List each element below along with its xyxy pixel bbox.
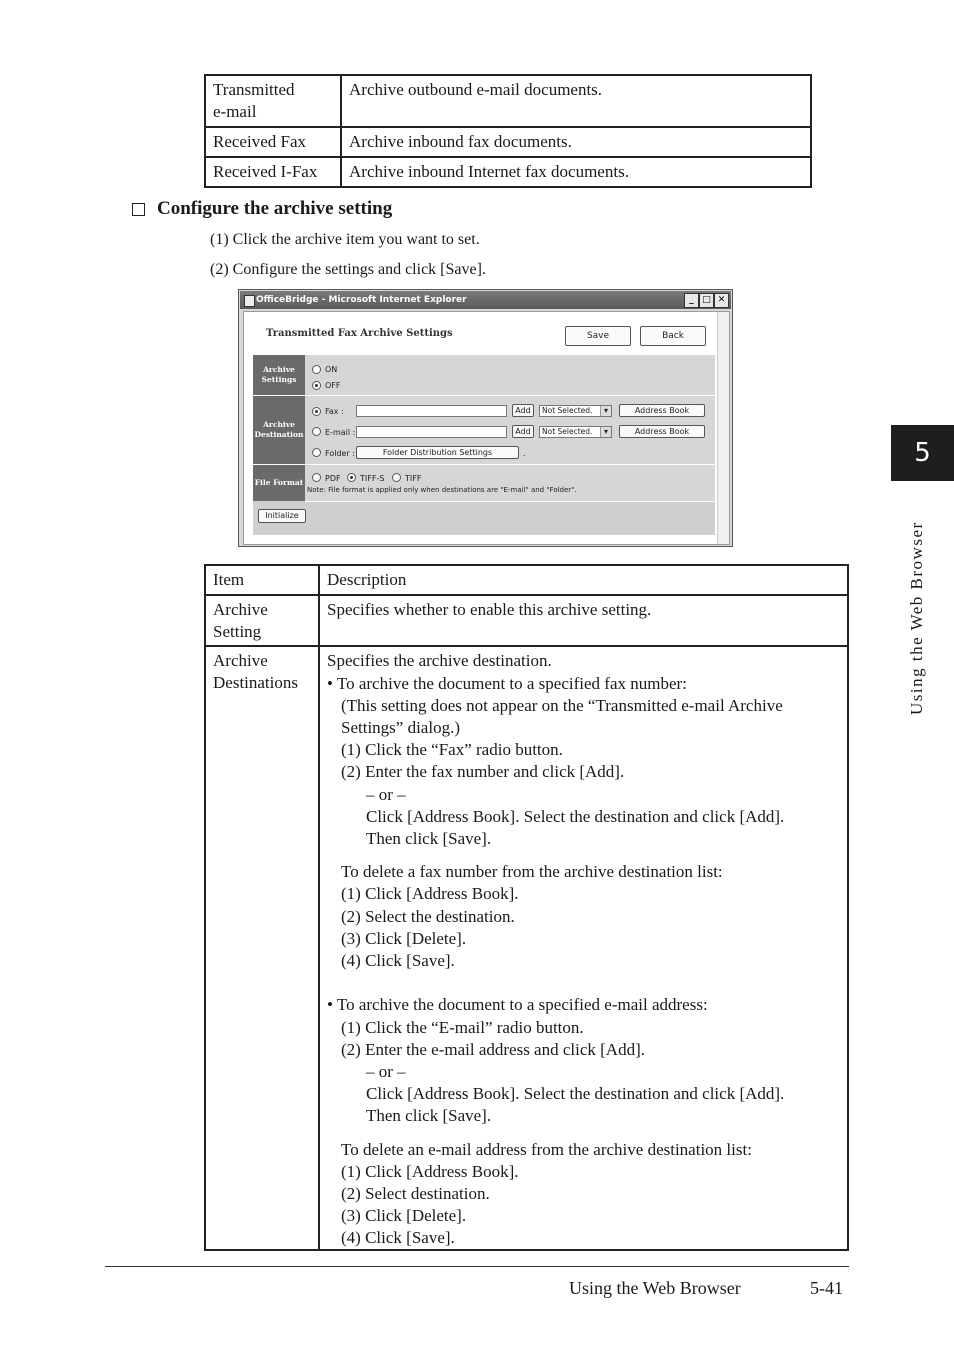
desc-line: (1) Click [Address Book]. (341, 1162, 519, 1181)
page-number: 5-41 (810, 1278, 843, 1298)
tiff-label: TIFF (405, 474, 422, 483)
off-label: OFF (325, 381, 341, 390)
cell-text: Archive (213, 651, 268, 670)
file-format-label: File Format (253, 465, 305, 501)
table-row (205, 127, 811, 157)
table-cell: Specifies whether to enable this archive setting. (319, 595, 848, 646)
desc-line: (4) Click [Save]. (341, 1228, 455, 1247)
desc-line: Then click [Save]. (366, 1106, 492, 1125)
on-radio[interactable] (312, 365, 321, 374)
ie-icon (244, 295, 255, 307)
initialize-button[interactable]: Initialize (258, 509, 306, 523)
desc-line: Click [Address Book]. Select the destination and click [Add]. (366, 807, 785, 826)
desc-line: To delete a fax number from the archive destination list: (341, 862, 723, 881)
step-1: (1) Click the archive item you want to set. (210, 231, 480, 248)
pdf-label: PDF (325, 474, 341, 483)
side-label-text: Using the Web Browser (907, 521, 926, 715)
table-cell: Archive outbound e-mail documents. (341, 75, 811, 127)
window-titlebar (240, 291, 731, 309)
chapter-tab: 5 (891, 425, 954, 481)
back-button[interactable]: Back (640, 326, 706, 346)
desc-line: – or – (366, 785, 406, 804)
cell-text: Archive (213, 600, 268, 619)
email-input[interactable] (356, 426, 507, 438)
tiffs-label: TIFF-S (360, 474, 385, 483)
step-2: (2) Configure the settings and click [Save]. (210, 261, 486, 278)
desc-line: (2) Enter the fax number and click [Add]. (341, 762, 625, 781)
table-cell (205, 75, 341, 127)
side-label (905, 500, 929, 715)
panel-title: Transmitted Fax Archive Settings (266, 328, 453, 339)
tiff-radio[interactable] (392, 473, 401, 482)
desc-line: (This setting does not appear on the “Transmitted e-mail Archive (341, 696, 783, 715)
browser-client-area (243, 311, 730, 545)
desc-line: (2) Select destination. (341, 1184, 490, 1203)
folder-label: Folder : (325, 449, 355, 458)
minimize-icon[interactable]: _ (684, 293, 699, 308)
checkbox-bullet-icon (132, 203, 145, 216)
cell-text: Transmitted (213, 80, 295, 99)
fax-input[interactable] (356, 405, 507, 417)
browser-window-screenshot (238, 289, 733, 547)
archive-destination-label (253, 396, 305, 465)
fax-radio[interactable] (312, 407, 321, 416)
email-label: E-mail : (325, 428, 356, 437)
window-title: OfficeBridge - Microsoft Internet Explorer (256, 295, 467, 305)
footer-label: Using the Web Browser (569, 1278, 741, 1298)
fax-select[interactable]: Not Selected. ▾ (539, 405, 612, 417)
label-line: Archive (263, 420, 295, 429)
section-heading (132, 198, 392, 220)
file-format-row (305, 465, 715, 502)
maximize-icon[interactable]: □ (699, 293, 714, 308)
email-address-book-button[interactable]: Address Book (619, 425, 705, 438)
desc-line: (3) Click [Delete]. (341, 1206, 467, 1225)
desc-line: (2) Enter the e-mail address and click [Add]. (341, 1040, 645, 1059)
table-cell: Archive inbound Internet fax documents. (341, 157, 811, 187)
table-header-item: Item (205, 565, 319, 595)
table-cell: Received I-Fax (205, 157, 341, 187)
pdf-radio[interactable] (312, 473, 321, 482)
footer-rule (105, 1266, 849, 1267)
email-radio[interactable] (312, 427, 321, 436)
close-icon[interactable]: ✕ (714, 293, 729, 308)
fax-add-button[interactable]: Add (512, 404, 534, 417)
desc-line: (2) Select the destination. (341, 907, 515, 926)
desc-line: Click [Address Book]. Select the destination and click [Add]. (366, 1084, 785, 1103)
table-row (205, 595, 848, 646)
desc-line: • To archive the document to a specified e-mail address: (327, 995, 708, 1014)
desc-line: Then click [Save]. (366, 829, 492, 848)
table-row (205, 646, 848, 1250)
cell-text: Destinations (213, 673, 298, 692)
cell-text: e-mail (213, 102, 257, 121)
folder-radio[interactable] (312, 448, 321, 457)
table-cell (205, 646, 319, 1250)
fax-address-book-button[interactable]: Address Book (619, 404, 705, 417)
archive-settings-row (305, 355, 715, 396)
table-cell: Received Fax (205, 127, 341, 157)
tiffs-radio[interactable] (347, 473, 356, 482)
item-description-table (204, 564, 849, 1251)
desc-line: – or – (366, 1062, 406, 1081)
save-button[interactable]: Save (565, 326, 631, 346)
cell-text: Setting (213, 622, 262, 641)
desc-line: To delete an e-mail address from the archive destination list: (341, 1140, 752, 1159)
scrollbar[interactable] (717, 312, 729, 544)
file-format-note: Note: File format is applied only when destinations are "E-mail" and "Folder". (307, 486, 577, 494)
fax-label: Fax : (325, 407, 344, 416)
table-row (205, 565, 848, 595)
table-row (205, 75, 811, 127)
on-label: ON (325, 365, 338, 374)
table-row (205, 157, 811, 187)
folder-distribution-button[interactable]: Folder Distribution Settings (356, 446, 519, 459)
off-radio[interactable] (312, 381, 321, 390)
label-line: Settings (261, 375, 297, 384)
desc-line: Specifies the archive destination. (327, 651, 552, 670)
desc-line: Settings” dialog.) (341, 718, 460, 737)
desc-line: (1) Click the “Fax” radio button. (341, 740, 563, 759)
email-select[interactable]: Not Selected. ▾ (539, 426, 612, 438)
email-add-button[interactable]: Add (512, 425, 534, 438)
desc-line: (3) Click [Delete]. (341, 929, 467, 948)
label-line: Destination (254, 430, 304, 439)
table-cell (205, 595, 319, 646)
archive-settings-label (253, 355, 305, 396)
desc-line: (1) Click the “E-mail” radio button. (341, 1018, 584, 1037)
desc-line: (4) Click [Save]. (341, 951, 455, 970)
section-heading-text: Configure the archive setting (157, 198, 393, 219)
desc-line: (1) Click [Address Book]. (341, 884, 519, 903)
table-cell: Archive inbound fax documents. (341, 127, 811, 157)
desc-line: • To archive the document to a specified fax number: (327, 674, 687, 693)
label-line: Archive (263, 365, 295, 374)
settings-panel (253, 355, 715, 535)
table-header-description: Description (319, 565, 848, 595)
archive-type-table (204, 74, 812, 188)
folder-value: . (523, 449, 526, 458)
archive-destinations-description (319, 646, 848, 1250)
